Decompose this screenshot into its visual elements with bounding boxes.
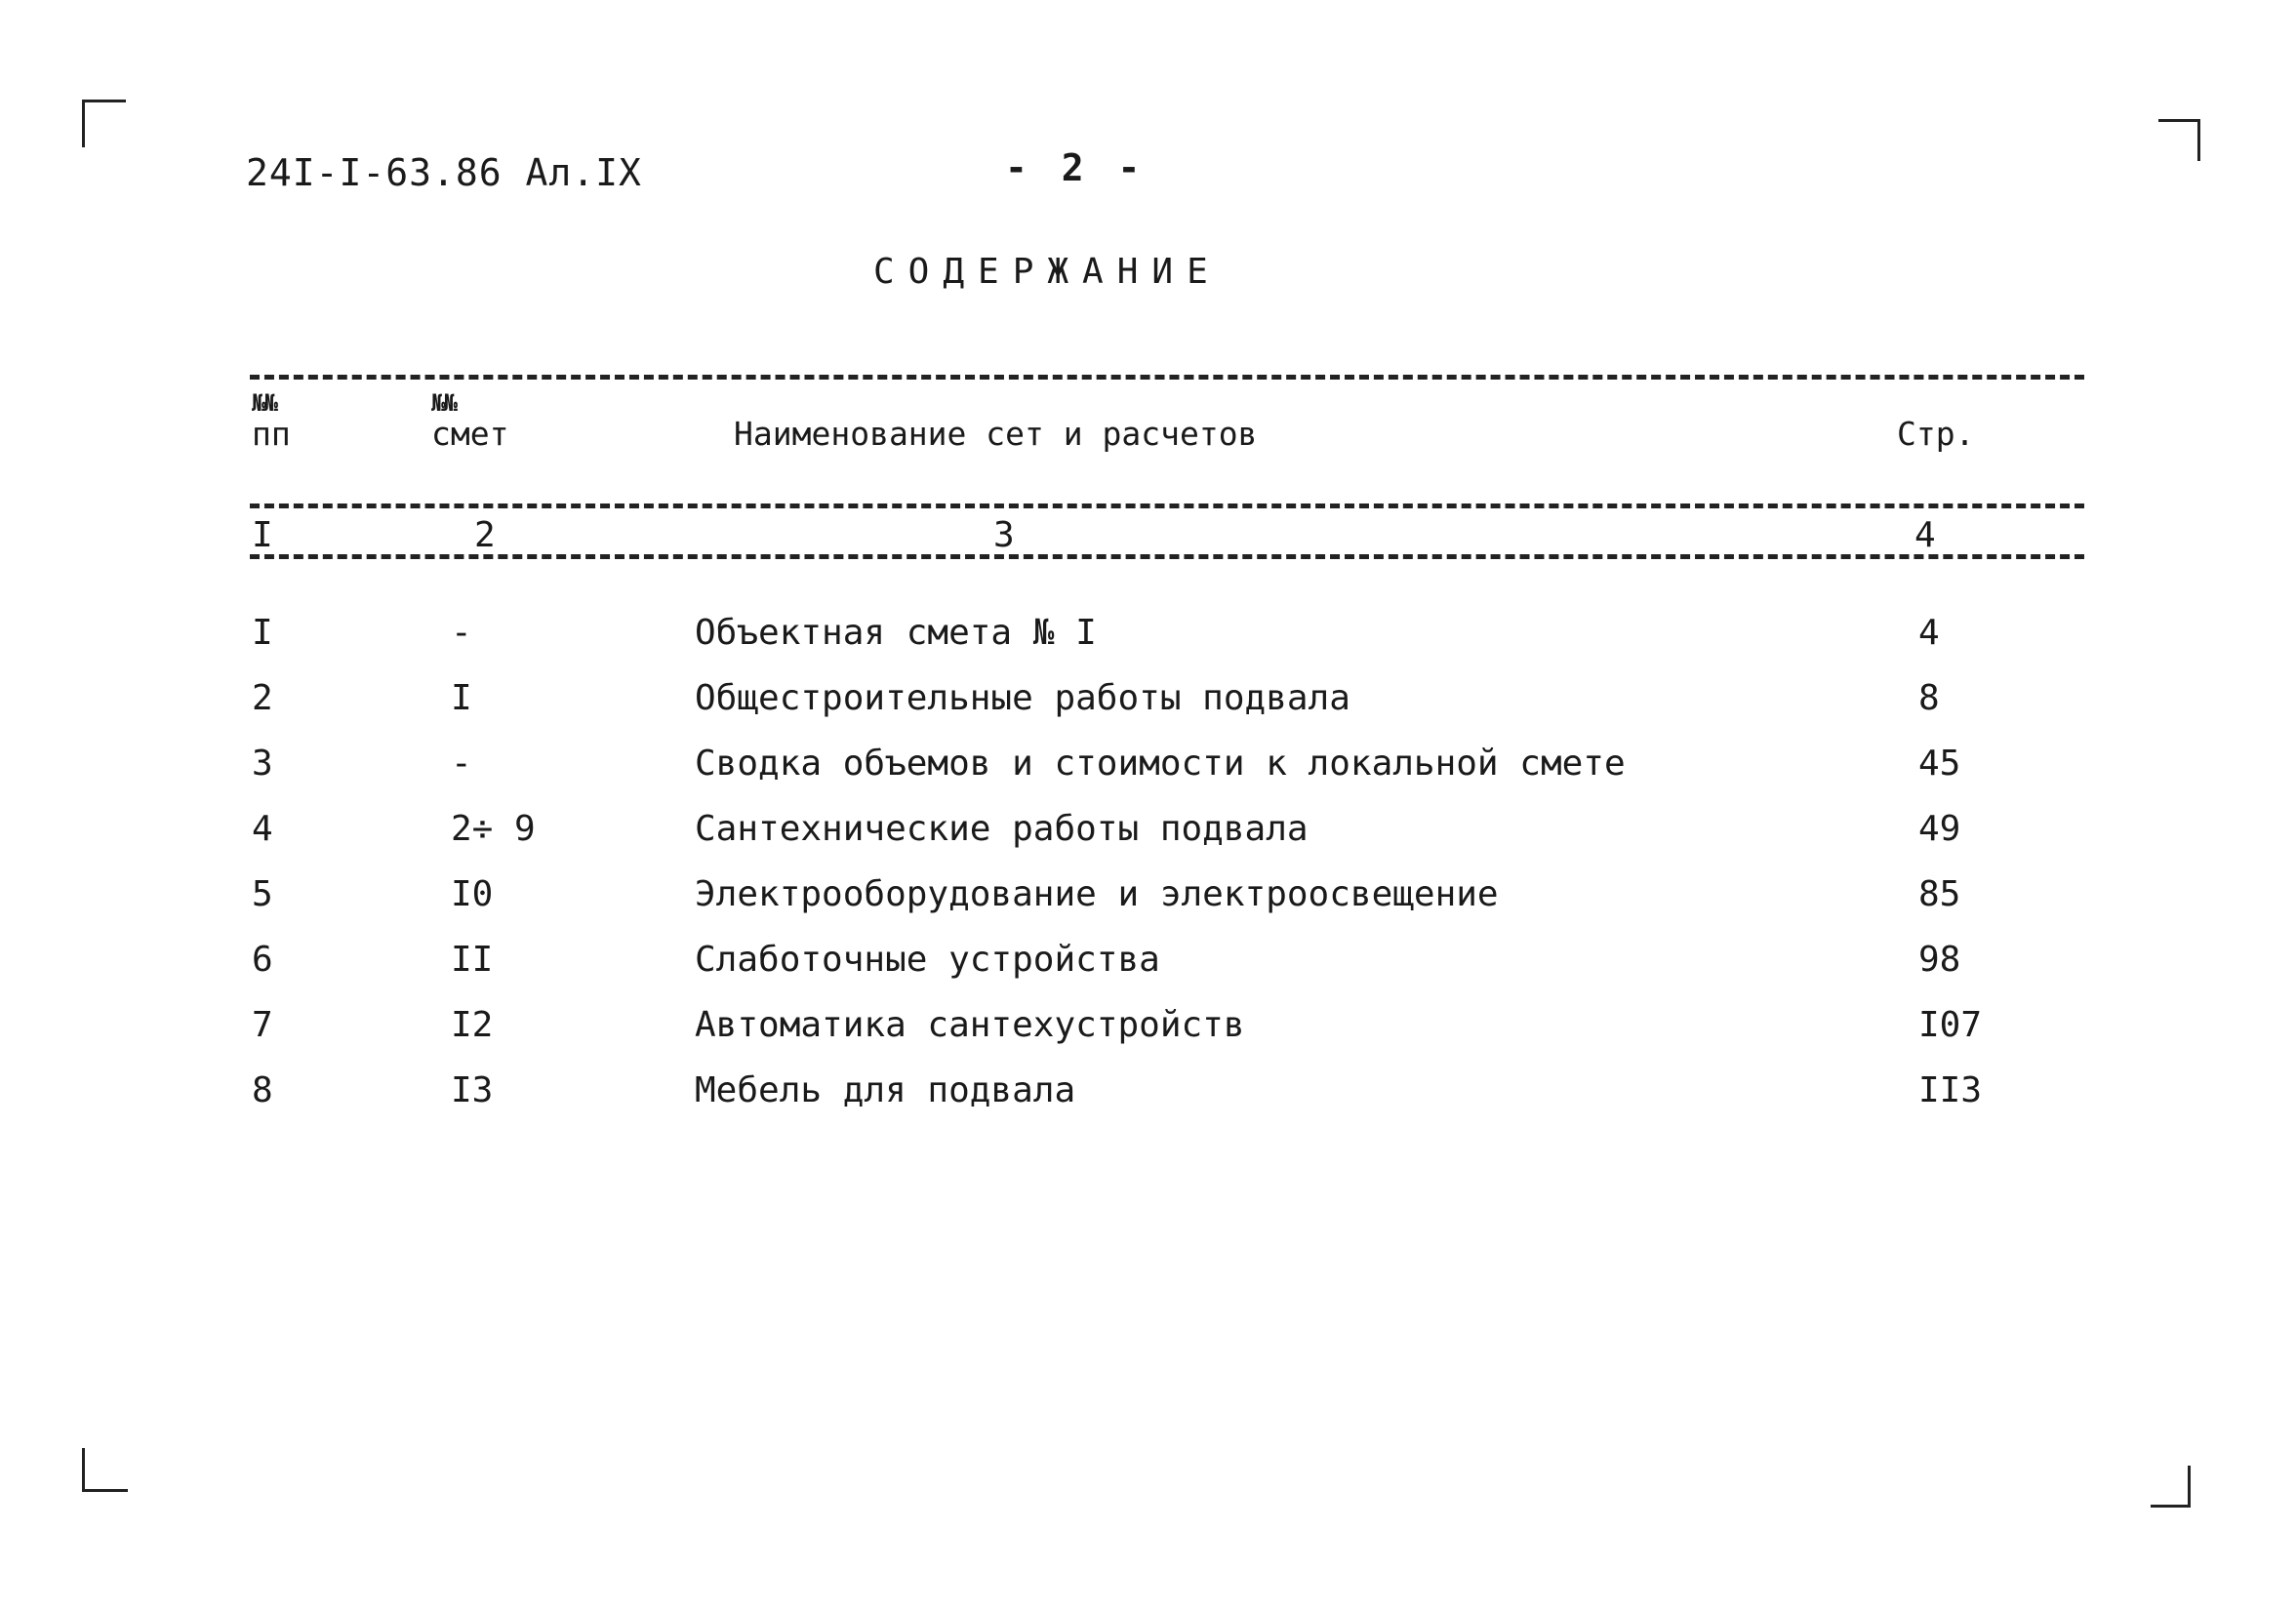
row-number: 6	[252, 940, 273, 980]
header-col-estimate	[431, 390, 508, 453]
corner-mark-top-right	[2158, 119, 2200, 161]
column-number-4: 4	[1914, 515, 1936, 555]
row-estimate: II	[451, 940, 494, 980]
row-number: 5	[252, 874, 273, 914]
corner-mark-bottom-left	[82, 1448, 128, 1492]
row-page: I07	[1918, 1005, 1983, 1045]
row-estimate: I0	[451, 874, 494, 914]
row-page: 85	[1918, 874, 1961, 914]
row-number: 7	[252, 1005, 273, 1045]
corner-mark-top-left	[82, 100, 126, 147]
header-col-page-label: Стр.	[1897, 415, 1975, 453]
row-name: Электрооборудование и электроосвещение	[695, 874, 1499, 914]
table-row	[0, 744, 2296, 802]
row-page: II3	[1918, 1070, 1983, 1110]
row-name: Автоматика сантехустройств	[695, 1005, 1245, 1045]
page-number: - 2 -	[1005, 146, 1147, 189]
row-name: Общестроительные работы подвала	[695, 678, 1350, 718]
table-row	[0, 940, 2296, 998]
header-col-page	[1897, 416, 1974, 453]
column-number-1: I	[252, 515, 273, 555]
column-number-2: 2	[474, 515, 496, 555]
header-col-number-bottom: пп	[252, 415, 291, 453]
row-page: 8	[1918, 678, 1940, 718]
header-col-name-label: Наименование сет и расчетов	[734, 415, 1258, 453]
header-bottom-rule	[250, 503, 2084, 508]
table-row	[0, 1070, 2296, 1129]
table-row	[0, 1005, 2296, 1064]
row-estimate: -	[451, 744, 472, 784]
table-row	[0, 613, 2296, 671]
row-estimate: 2÷ 9	[451, 809, 536, 849]
row-name: Объектная смета № I	[695, 613, 1097, 653]
row-number: 2	[252, 678, 273, 718]
header-col-number-top: №№	[252, 389, 276, 417]
row-estimate: -	[451, 613, 472, 653]
table-top-rule	[250, 375, 2084, 380]
row-name: Сводка объемов и стоимости к локальной смете	[695, 744, 1626, 784]
row-estimate: I2	[451, 1005, 494, 1045]
row-name: Сантехнические работы подвала	[695, 809, 1309, 849]
header-col-estimate-bottom: смет	[431, 415, 509, 453]
row-name: Слаботочные устройства	[695, 940, 1160, 980]
header-col-name	[734, 416, 1257, 453]
row-number: 3	[252, 744, 273, 784]
row-page: 98	[1918, 940, 1961, 980]
row-number: I	[252, 613, 273, 653]
row-page: 45	[1918, 744, 1961, 784]
row-estimate: I	[451, 678, 472, 718]
row-number: 4	[252, 809, 273, 849]
table-row	[0, 809, 2296, 867]
table-row	[0, 874, 2296, 933]
document-code: 24I-I-63.86 Ал.IX	[246, 151, 642, 194]
table-row	[0, 678, 2296, 737]
row-page: 49	[1918, 809, 1961, 849]
row-estimate: I3	[451, 1070, 494, 1110]
column-number-3: 3	[993, 515, 1015, 555]
row-name: Мебель для подвала	[695, 1070, 1076, 1110]
header-col-estimate-top: №№	[431, 389, 456, 417]
page-title: СОДЕРЖАНИЕ	[873, 252, 1222, 292]
column-numbers-rule	[250, 554, 2084, 559]
row-number: 8	[252, 1070, 273, 1110]
corner-mark-bottom-right	[2151, 1466, 2191, 1508]
row-page: 4	[1918, 613, 1940, 653]
header-col-number	[252, 390, 291, 453]
